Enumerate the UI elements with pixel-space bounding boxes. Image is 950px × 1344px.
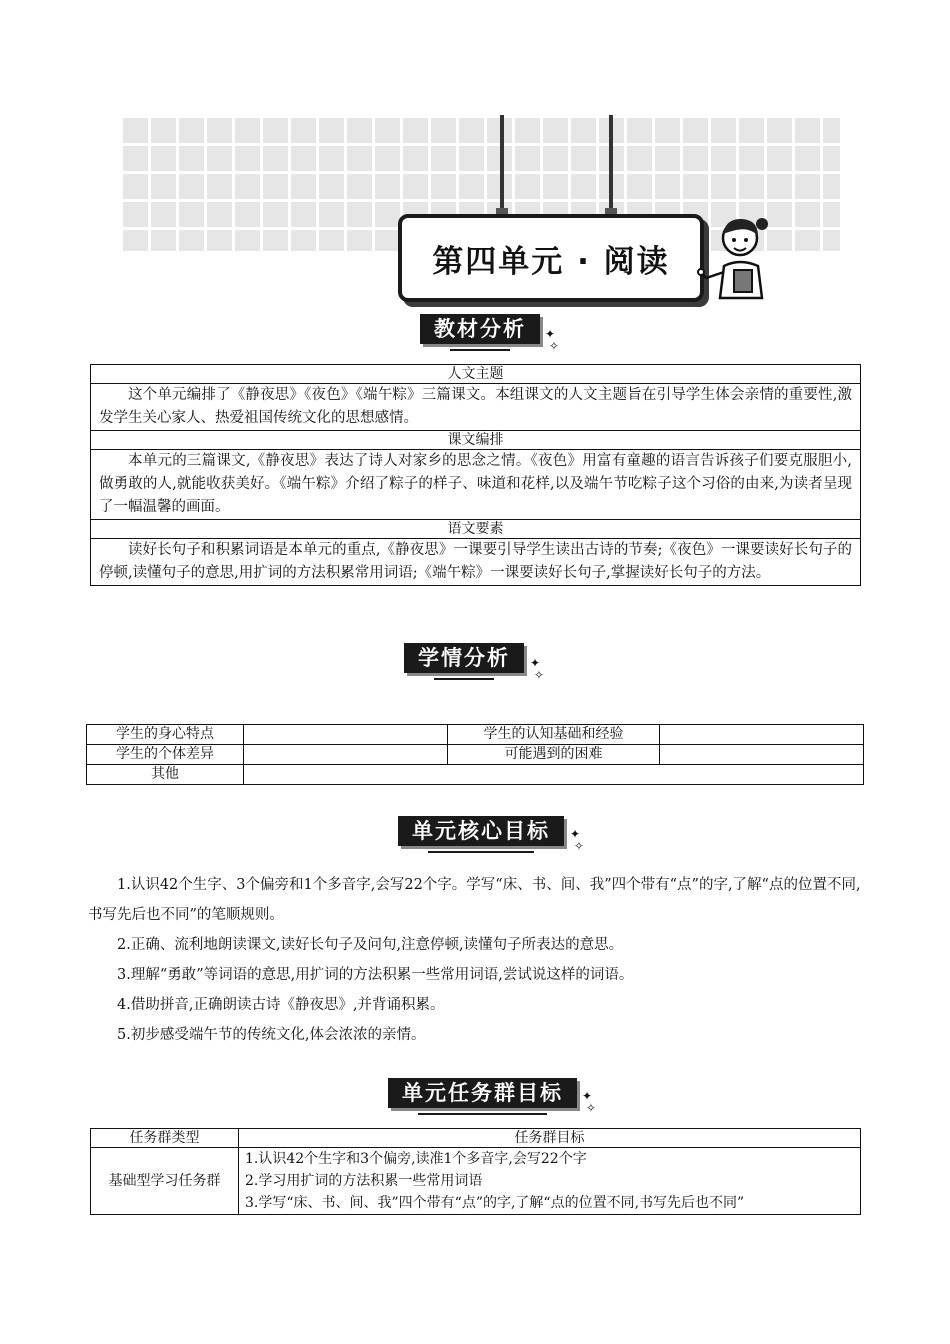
core-goal-item: 3.理解“勇敢”等词语的意思,用扩词的方法积累一些常用词语,尝试说这样的词语。 bbox=[117, 967, 634, 983]
label-physical: 学生的身心特点 bbox=[87, 725, 244, 745]
task-type-cell: 基础型学习任务群 bbox=[91, 1148, 239, 1215]
core-goal-item: 1.认识42个生字、3个偏旁和1个多音字,会写22个字。学写“床、书、间、我”四个带有“点”的字,了解“点的位置不同,书写先后也不同”的笔顺规则。 bbox=[88, 877, 861, 923]
core-goal-item: 5.初步感受端午节的传统文化,体会浓浓的亲情。 bbox=[117, 1027, 426, 1043]
table-header-theme: 人文主题 bbox=[91, 365, 861, 384]
table-header-elements: 语文要素 bbox=[91, 520, 861, 539]
unit-title: 第四单元 · 阅读 bbox=[398, 214, 704, 302]
table-cell-elements: 读好长句子和积累词语是本单元的重点,《静夜思》一课要引导学生读出古诗的节奏;《夜色》一课要读好长句子的停顿,读懂句子的意思,用扩词的方法积累常用词语;《端午粽》一课要读好长句子,掌握读好长句子的方法。 bbox=[91, 539, 861, 586]
table-cell-arrangement: 本单元的三篇课文,《静夜思》表达了诗人对家乡的思念之情。《夜色》用富有童趣的语言告诉孩子们要克服胆小,做勇敢的人,就能收获美好。《端午粽》介绍了粽子的样子、味道和花样,以及端午节吃粽子这个习俗的由来,为读者呈现了一幅温馨的画面。 bbox=[91, 450, 861, 520]
task-group-table bbox=[90, 1128, 861, 1215]
core-goal-item: 4.借助拼音,正确朗读古诗《静夜思》,并背诵积累。 bbox=[117, 997, 445, 1013]
cell-physical-value bbox=[244, 725, 448, 745]
task-goals-cell bbox=[239, 1148, 861, 1215]
sparkle-icon: ✦ ✧ bbox=[570, 827, 584, 853]
task-goal-line: 3.学写“床、书、间、我”四个带有“点”的字,了解“点的位置不同,书写先后也不同” bbox=[245, 1195, 745, 1211]
hanging-rod-right bbox=[609, 115, 613, 215]
sparkle-icon: ✦ ✧ bbox=[530, 656, 544, 682]
student-analysis-table bbox=[86, 724, 864, 785]
core-goal-item: 2.正确、流利地朗读课文,读好长句子及问句,注意停顿,读懂句子所表达的意思。 bbox=[117, 937, 624, 953]
cell-difficulties-value bbox=[660, 745, 864, 765]
label-cognitive: 学生的认知基础和经验 bbox=[448, 725, 660, 745]
cell-other-value bbox=[244, 765, 864, 785]
section-heading-material: 教材分析 bbox=[420, 314, 540, 344]
core-goals-list bbox=[88, 870, 863, 1050]
section-heading-student: 学情分析 bbox=[404, 643, 524, 673]
column-header-goal: 任务群目标 bbox=[239, 1129, 861, 1148]
task-goal-line: 1.认识42个生字和3个偏旁,读准1个多音字,会写22个字 bbox=[245, 1151, 587, 1167]
label-differences: 学生的个体差异 bbox=[87, 745, 244, 765]
cell-cognitive-value bbox=[660, 725, 864, 745]
section-heading-task-goals: 单元任务群目标 bbox=[388, 1078, 577, 1108]
teacher-mascot-icon bbox=[696, 210, 776, 300]
sparkle-icon: ✦ ✧ bbox=[545, 327, 559, 353]
hanging-rod-left bbox=[500, 115, 504, 215]
section-heading-core-goals: 单元核心目标 bbox=[398, 816, 564, 846]
cell-differences-value bbox=[244, 745, 448, 765]
column-header-type: 任务群类型 bbox=[91, 1129, 239, 1148]
table-header-arrangement: 课文编排 bbox=[91, 431, 861, 450]
label-difficulties: 可能遇到的困难 bbox=[448, 745, 660, 765]
material-analysis-table bbox=[90, 364, 861, 586]
label-other: 其他 bbox=[87, 765, 244, 785]
table-cell-theme: 这个单元编排了《静夜思》《夜色》《端午粽》三篇课文。本组课文的人文主题旨在引导学生体会亲情的重要性,激发学生关心家人、热爱祖国传统文化的思想感情。 bbox=[91, 384, 861, 431]
task-goal-line: 2.学习用扩词的方法积累一些常用词语 bbox=[245, 1173, 483, 1189]
sparkle-icon: ✦ ✧ bbox=[582, 1089, 596, 1115]
